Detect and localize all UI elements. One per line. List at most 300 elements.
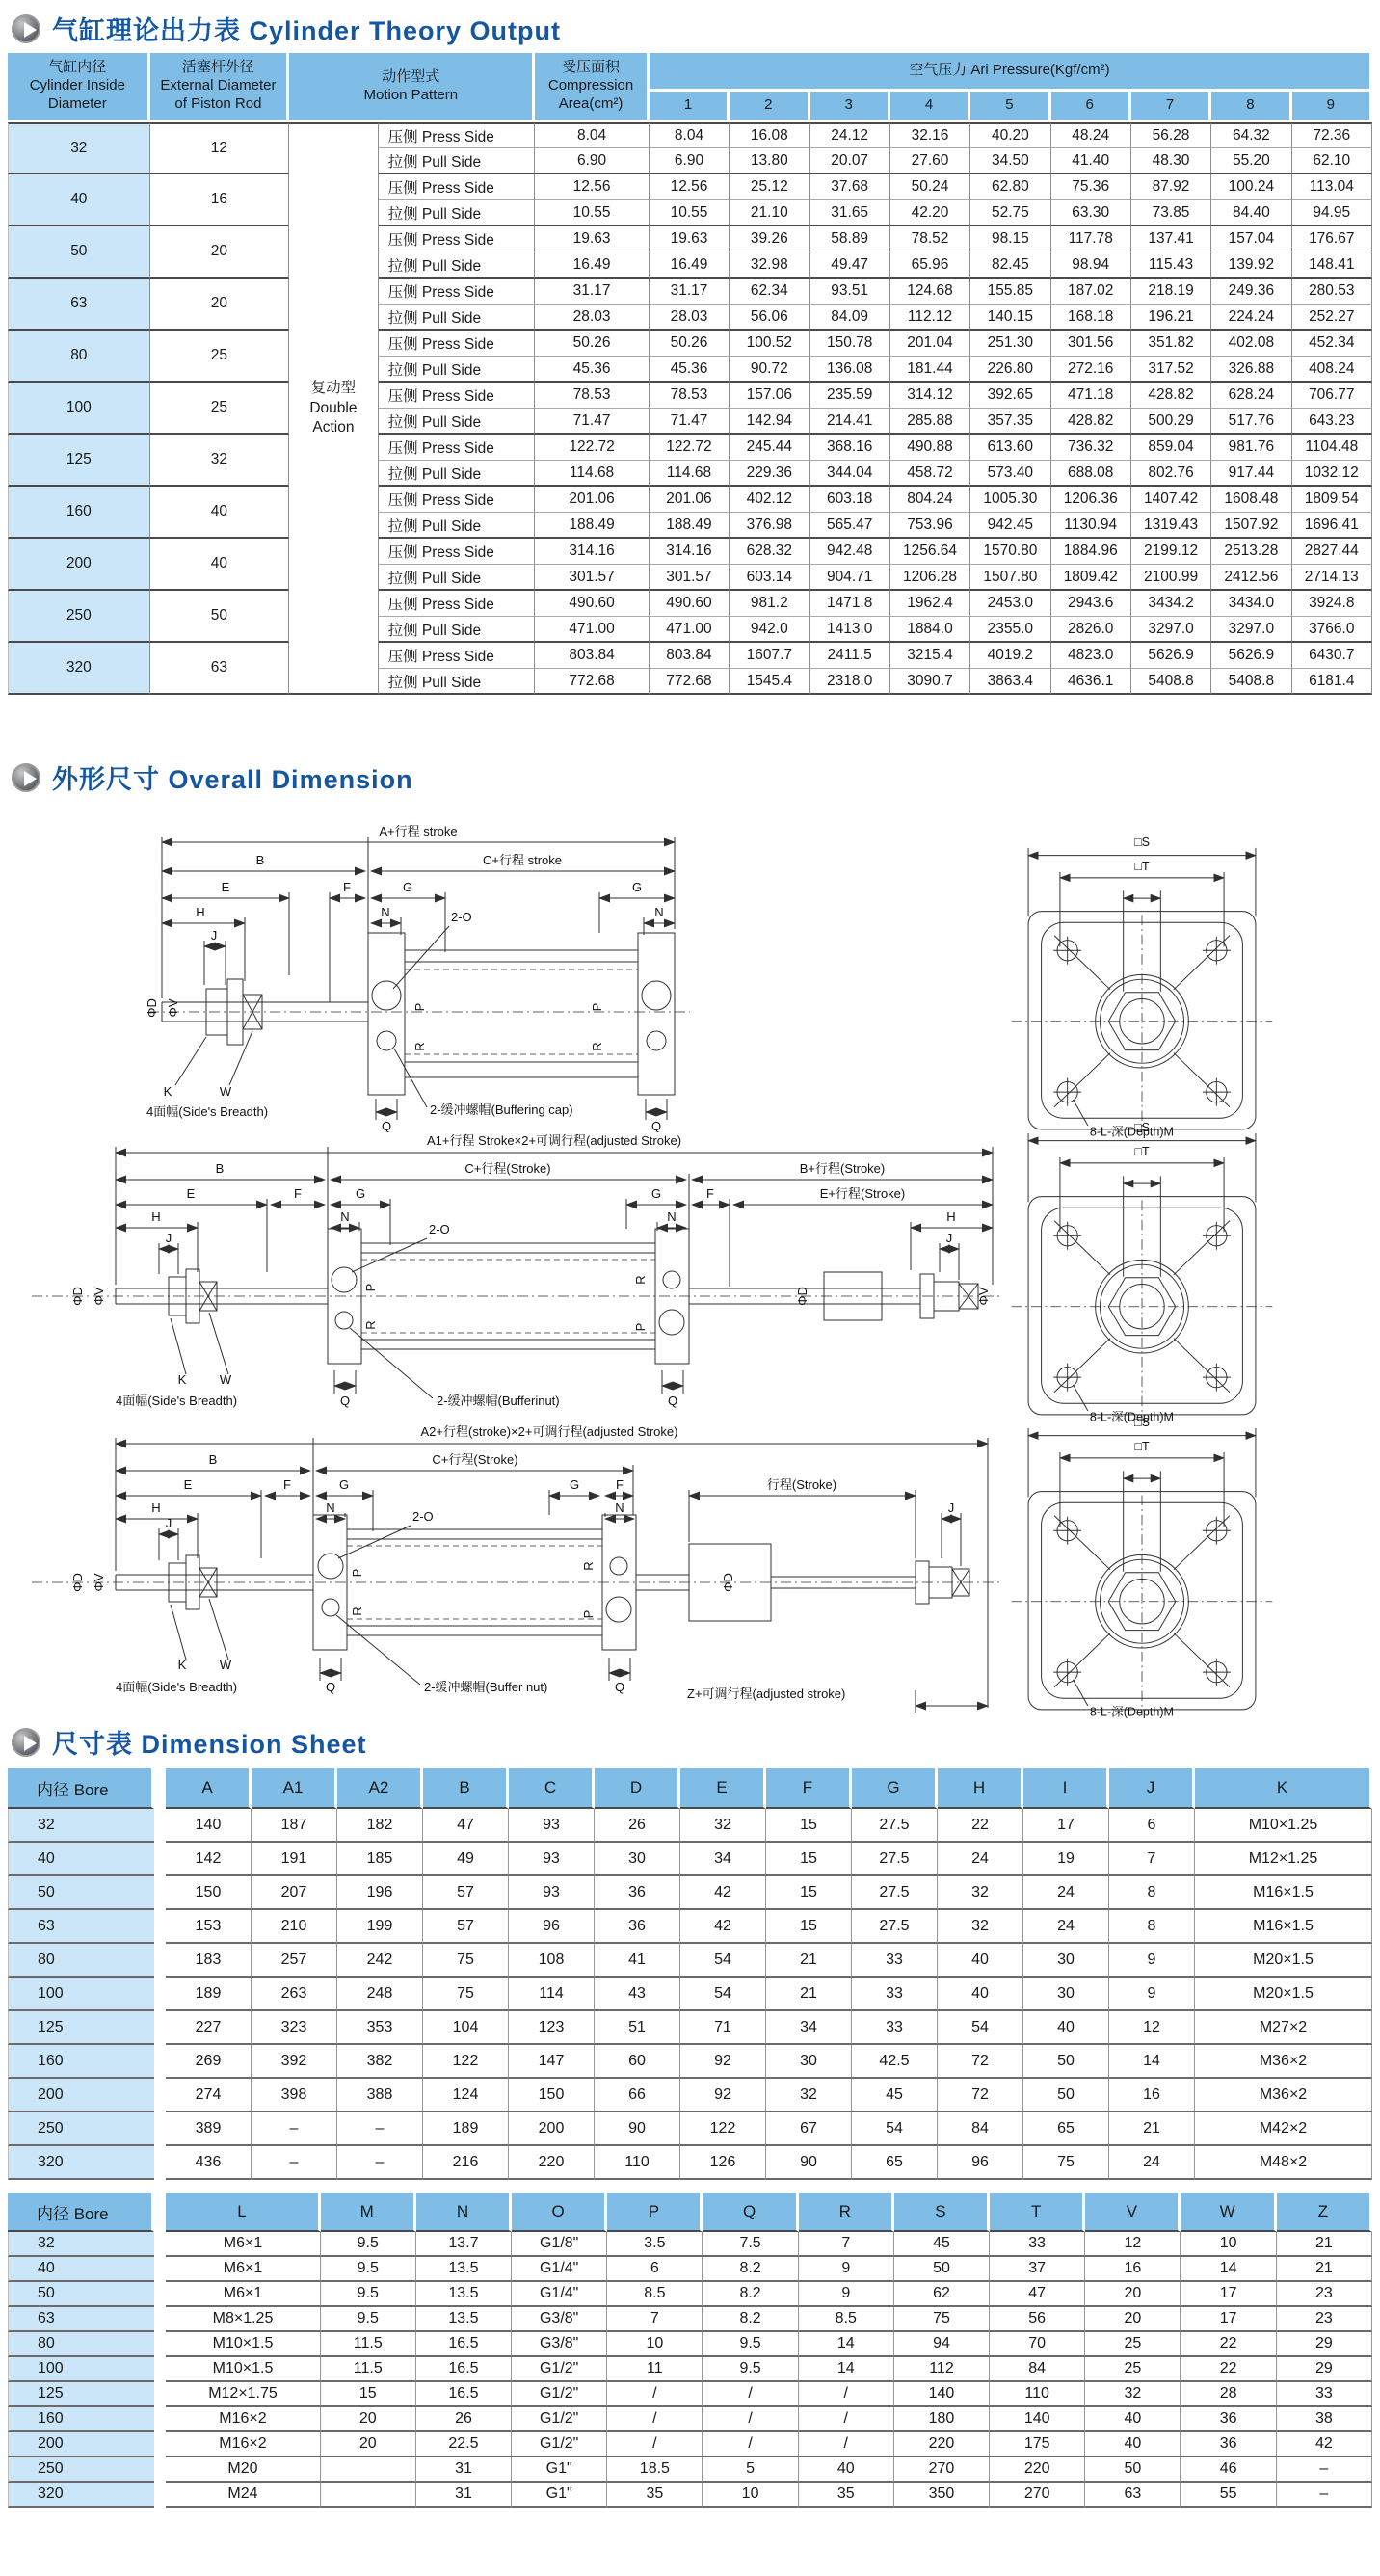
bore-cell: 320	[8, 2483, 154, 2508]
buffer-nut-label: 2-缓冲螺帽(Bufferinut)	[437, 1394, 560, 1408]
dimension-table-1	[8, 1768, 1372, 2180]
press-side-label: 压侧 Press Side	[379, 279, 536, 305]
press-value-5: 1570.80	[970, 539, 1050, 565]
pull-value-9: 94.95	[1292, 200, 1372, 226]
pull-value-2: 21.10	[730, 200, 809, 226]
value-A1: 392	[252, 2045, 337, 2079]
dim-b-label: B	[208, 1452, 218, 1467]
value-A: 269	[166, 2045, 252, 2079]
value-T: 47	[990, 2282, 1085, 2307]
press-value-3: 603.18	[810, 487, 890, 513]
press-value-5: 155.85	[970, 279, 1050, 305]
dim-p-label: P	[350, 1568, 364, 1578]
press-value-7: 859.04	[1131, 435, 1211, 461]
value-M	[321, 2483, 416, 2508]
value-P: 6	[607, 2257, 703, 2282]
dim-f-label: F	[343, 880, 351, 894]
value-R: 9	[799, 2282, 894, 2307]
flange-end-view-2	[1002, 1116, 1282, 1424]
press-value-4: 804.24	[890, 487, 970, 513]
bore-cell: 100	[8, 383, 150, 435]
value-H: 84	[938, 2112, 1023, 2146]
value-W: 36	[1181, 2432, 1276, 2457]
col-header-S: S	[894, 2193, 990, 2232]
pull-value-1: 28.03	[650, 305, 730, 331]
value-Z: 33	[1277, 2382, 1372, 2407]
pressure-col-header-4: 4	[890, 92, 970, 122]
port-label: 2-O	[429, 1222, 450, 1236]
drawing-double-rod-type	[24, 1128, 1007, 1417]
value-B: 216	[423, 2146, 509, 2180]
value-A: 389	[166, 2112, 252, 2146]
col-header-area-en1: Compression	[547, 77, 634, 94]
value-Q: 8.2	[703, 2282, 798, 2307]
value-S: 62	[894, 2282, 990, 2307]
dim-phiv-label: ΦV	[92, 1287, 106, 1306]
dim-h-label: H	[196, 905, 205, 919]
row-gap	[154, 2457, 166, 2483]
pull-area-value: 10.55	[535, 200, 650, 226]
press-value-1: 803.84	[650, 643, 730, 669]
value-L: M12×1.75	[166, 2382, 320, 2407]
value-K: M16×1.5	[1195, 1876, 1372, 1910]
col-header-bore-en1: Cylinder Inside	[29, 77, 125, 94]
value-G: 27.5	[852, 1809, 938, 1843]
press-value-9: 452.34	[1292, 331, 1372, 357]
section-bullet-icon	[12, 14, 40, 43]
value-Z: 29	[1277, 2332, 1372, 2357]
value-A1: –	[252, 2112, 337, 2146]
value-C: 200	[509, 2112, 595, 2146]
pull-value-5: 140.15	[970, 305, 1050, 331]
dim-n2-label: N	[615, 1500, 624, 1515]
value-N: 13.5	[416, 2257, 512, 2282]
value-N: 26	[416, 2407, 512, 2432]
pull-value-5: 942.45	[970, 513, 1050, 539]
pull-value-7: 500.29	[1131, 409, 1211, 435]
dim-row-320	[8, 2483, 1372, 2508]
value-A1: 187	[252, 1809, 337, 1843]
value-R: 8.5	[799, 2307, 894, 2332]
theory-header-row-1	[8, 53, 1372, 92]
bore-cell: 125	[8, 2011, 154, 2045]
dim-c-label: C+行程(Stroke)	[464, 1161, 551, 1176]
press-value-9: 176.67	[1292, 226, 1372, 252]
value-V: 40	[1085, 2407, 1181, 2432]
value-I: 40	[1023, 2011, 1109, 2045]
press-value-9: 2827.44	[1292, 539, 1372, 565]
value-V: 25	[1085, 2332, 1181, 2357]
pull-value-8: 224.24	[1211, 305, 1291, 331]
press-value-7: 5626.9	[1131, 643, 1211, 669]
value-E: 42	[680, 1910, 766, 1944]
pull-value-7: 1319.43	[1131, 513, 1211, 539]
value-Q: /	[703, 2432, 798, 2457]
theory-row-press-250	[8, 591, 1372, 617]
value-F: 15	[766, 1876, 852, 1910]
value-Z: 38	[1277, 2407, 1372, 2432]
pull-value-3: 1413.0	[810, 617, 890, 643]
pull-area-value: 114.68	[535, 461, 650, 487]
motion-type-line: Action	[312, 419, 355, 437]
pull-side-label: 拉侧 Pull Side	[379, 148, 536, 174]
col-header-H: H	[938, 1768, 1023, 1809]
col-header-rod	[150, 53, 290, 122]
col-header-rod-en2: of Piston Rod	[174, 94, 262, 112]
col-header-J: J	[1109, 1768, 1195, 1809]
value-G: 54	[852, 2112, 938, 2146]
rod-cell: 12	[150, 122, 290, 174]
pressure-col-header-3: 3	[810, 92, 890, 122]
press-side-label: 压侧 Press Side	[379, 383, 536, 409]
value-Q: 5	[703, 2457, 798, 2483]
col-header-B: B	[423, 1768, 509, 1809]
dim-row-50	[8, 2282, 1372, 2307]
pull-value-1: 45.36	[650, 357, 730, 383]
value-T: 220	[990, 2457, 1085, 2483]
value-G: 45	[852, 2079, 938, 2112]
value-L: M6×1	[166, 2282, 320, 2307]
value-P: 3.5	[607, 2232, 703, 2257]
dim-a1-label: A1+行程 Stroke×2+可调行程(adjusted Stroke)	[426, 1133, 682, 1148]
dim-q-label: Q	[325, 1680, 336, 1694]
pull-value-8: 326.88	[1211, 357, 1291, 383]
bore-cell: 160	[8, 2407, 154, 2432]
value-C: 150	[509, 2079, 595, 2112]
press-value-2: 39.26	[730, 226, 809, 252]
section-sheet-header	[0, 1713, 1380, 1765]
value-W: 46	[1181, 2457, 1276, 2483]
drawings-area	[0, 806, 1380, 1712]
value-C: 93	[509, 1809, 595, 1843]
dim-row-32	[8, 1809, 1372, 1843]
col-header-D: D	[595, 1768, 680, 1809]
bore-cell: 125	[8, 2382, 154, 2407]
press-value-8: 1608.48	[1211, 487, 1291, 513]
press-value-4: 78.52	[890, 226, 970, 252]
press-value-9: 1104.48	[1292, 435, 1372, 461]
bore-cell: 32	[8, 1809, 154, 1843]
press-side-label: 压侧 Press Side	[379, 174, 536, 200]
pull-value-5: 82.45	[970, 252, 1050, 279]
press-side-label: 压侧 Press Side	[379, 331, 536, 357]
value-W: 28	[1181, 2382, 1276, 2407]
theory-row-press-100	[8, 383, 1372, 409]
value-W: 17	[1181, 2307, 1276, 2332]
value-O: G1/2"	[512, 2357, 607, 2382]
value-F: 30	[766, 2045, 852, 2079]
port-label: 2-O	[412, 1509, 434, 1524]
value-B: 75	[423, 1978, 509, 2011]
pull-value-8: 55.20	[1211, 148, 1291, 174]
dim-f-label: F	[283, 1477, 291, 1492]
value-A: 142	[166, 1843, 252, 1876]
dim-r2-label: R	[633, 1275, 648, 1285]
press-value-3: 37.68	[810, 174, 890, 200]
value-F: 15	[766, 1910, 852, 1944]
bore-cell: 40	[8, 2257, 154, 2282]
value-L: M16×2	[166, 2407, 320, 2432]
value-W: 17	[1181, 2282, 1276, 2307]
press-side-label: 压侧 Press Side	[379, 487, 536, 513]
bore-cell: 80	[8, 1944, 154, 1978]
theory-row-press-63	[8, 279, 1372, 305]
value-O: G3/8"	[512, 2307, 607, 2332]
pull-value-6: 272.16	[1051, 357, 1131, 383]
pull-side-label: 拉侧 Pull Side	[379, 461, 536, 487]
pull-value-3: 49.47	[810, 252, 890, 279]
pull-value-4: 181.44	[890, 357, 970, 383]
row-gap	[154, 1910, 166, 1944]
value-J: 9	[1109, 1944, 1195, 1978]
press-value-7: 428.82	[1131, 383, 1211, 409]
pull-value-8: 917.44	[1211, 461, 1291, 487]
value-I: 50	[1023, 2079, 1109, 2112]
pull-value-2: 603.14	[730, 565, 809, 591]
side-breadth-label: 4面幅(Side's Breadth)	[116, 1394, 238, 1408]
value-K: M36×2	[1195, 2045, 1372, 2079]
dim-phid2-label: ΦD	[721, 1573, 735, 1592]
motion-type-cell	[289, 122, 378, 695]
col-header-bore	[8, 53, 150, 122]
pull-value-4: 1206.28	[890, 565, 970, 591]
col-header-P: P	[607, 2193, 703, 2232]
pull-value-4: 753.96	[890, 513, 970, 539]
header-gap	[154, 2193, 166, 2232]
value-L: M6×1	[166, 2257, 320, 2282]
value-J: 16	[1109, 2079, 1195, 2112]
press-value-5: 4019.2	[970, 643, 1050, 669]
value-M: 9.5	[321, 2282, 416, 2307]
play-triangle-icon	[24, 1736, 37, 1751]
value-F: 32	[766, 2079, 852, 2112]
value-B: 47	[423, 1809, 509, 1843]
value-D: 66	[595, 2079, 680, 2112]
dim-q-label: Q	[339, 1394, 351, 1408]
value-H: 72	[938, 2079, 1023, 2112]
press-value-1: 78.53	[650, 383, 730, 409]
port-label: 2-O	[451, 910, 472, 924]
press-value-3: 235.59	[810, 383, 890, 409]
press-value-2: 16.08	[730, 122, 809, 148]
value-L: M24	[166, 2483, 320, 2508]
pull-side-label: 拉侧 Pull Side	[379, 357, 536, 383]
press-value-1: 122.72	[650, 435, 730, 461]
pull-value-7: 48.30	[1131, 148, 1211, 174]
row-gap	[154, 2483, 166, 2508]
dim-e-label: E	[221, 880, 230, 894]
press-value-2: 402.12	[730, 487, 809, 513]
dim-row-160	[8, 2045, 1372, 2079]
pull-value-4: 3090.7	[890, 669, 970, 695]
value-R: 35	[799, 2483, 894, 2508]
press-area-value: 31.17	[535, 279, 650, 305]
press-value-2: 25.12	[730, 174, 809, 200]
press-value-1: 314.16	[650, 539, 730, 565]
value-D: 110	[595, 2146, 680, 2180]
pull-value-5: 2355.0	[970, 617, 1050, 643]
value-M: 15	[321, 2382, 416, 2407]
pull-value-6: 4636.1	[1051, 669, 1131, 695]
value-R: 7	[799, 2232, 894, 2257]
value-I: 24	[1023, 1876, 1109, 1910]
value-S: 220	[894, 2432, 990, 2457]
dim-r-label: R	[350, 1607, 364, 1616]
section-bullet-icon	[12, 763, 40, 792]
pull-value-1: 71.47	[650, 409, 730, 435]
dim-row-40	[8, 2257, 1372, 2282]
value-Z: 29	[1277, 2357, 1372, 2382]
press-value-5: 62.80	[970, 174, 1050, 200]
rod-cell: 20	[150, 279, 290, 331]
dim-r2-label: R	[581, 1561, 596, 1571]
value-Z: 23	[1277, 2307, 1372, 2332]
motion-type-line: Double	[309, 399, 358, 416]
value-M: 9.5	[321, 2232, 416, 2257]
pull-value-3: 84.09	[810, 305, 890, 331]
press-value-7: 218.19	[1131, 279, 1211, 305]
value-K: M27×2	[1195, 2011, 1372, 2045]
value-C: 108	[509, 1944, 595, 1978]
value-Q: 10	[703, 2483, 798, 2508]
value-Q: 8.2	[703, 2307, 798, 2332]
pull-value-8: 517.76	[1211, 409, 1291, 435]
value-M: 11.5	[321, 2357, 416, 2382]
pressure-col-header-8: 8	[1211, 92, 1291, 122]
pull-value-2: 13.80	[730, 148, 809, 174]
value-D: 90	[595, 2112, 680, 2146]
value-K: M36×2	[1195, 2079, 1372, 2112]
value-E: 54	[680, 1978, 766, 2011]
bore-cell: 100	[8, 1978, 154, 2011]
value-H: 40	[938, 1978, 1023, 2011]
row-gap	[154, 1876, 166, 1910]
bore-cell: 250	[8, 2457, 154, 2483]
pull-value-1: 114.68	[650, 461, 730, 487]
value-A2: 199	[337, 1910, 423, 1944]
dim-row-32	[8, 2232, 1372, 2257]
dim-j2-label: J	[945, 1231, 953, 1245]
value-B: 75	[423, 1944, 509, 1978]
press-value-5: 613.60	[970, 435, 1050, 461]
press-value-6: 187.02	[1051, 279, 1131, 305]
press-value-2: 245.44	[730, 435, 809, 461]
value-G: 27.5	[852, 1910, 938, 1944]
dim-g2-label: G	[631, 880, 643, 894]
value-J: 6	[1109, 1809, 1195, 1843]
bore-cell: 250	[8, 2112, 154, 2146]
value-E: 32	[680, 1809, 766, 1843]
row-gap	[154, 1978, 166, 2011]
col-header-A1: A1	[252, 1768, 337, 1809]
play-triangle-icon	[24, 22, 37, 38]
value-H: 72	[938, 2045, 1023, 2079]
rod-cell: 40	[150, 539, 290, 591]
value-I: 17	[1023, 1809, 1109, 1843]
theory-row-press-80	[8, 331, 1372, 357]
col-header-M: M	[321, 2193, 416, 2232]
col-header-motion	[289, 53, 535, 122]
dim-phiv2-label: ΦV	[976, 1287, 991, 1306]
value-T: 84	[990, 2357, 1085, 2382]
side-breadth-label: 4面幅(Side's Breadth)	[146, 1104, 269, 1119]
pull-side-label: 拉侧 Pull Side	[379, 617, 536, 643]
press-value-6: 736.32	[1051, 435, 1131, 461]
rod-cell: 63	[150, 643, 290, 695]
col-header-motion-en: Motion Pattern	[363, 86, 459, 103]
value-D: 41	[595, 1944, 680, 1978]
press-value-9: 113.04	[1292, 174, 1372, 200]
press-area-value: 12.56	[535, 174, 650, 200]
value-V: 16	[1085, 2257, 1181, 2282]
value-P: 8.5	[607, 2282, 703, 2307]
value-J: 9	[1109, 1978, 1195, 2011]
col-header-rod-zh: 活塞杆外径	[181, 59, 254, 76]
dim1-header-row	[8, 1768, 1372, 1809]
col-header-Q: Q	[703, 2193, 798, 2232]
dim-w-label: W	[219, 1084, 232, 1099]
flange-end-view-1	[1002, 831, 1282, 1139]
rod-cell: 20	[150, 226, 290, 279]
pull-value-6: 1809.42	[1051, 565, 1131, 591]
pull-area-value: 71.47	[535, 409, 650, 435]
value-O: G1/2"	[512, 2407, 607, 2432]
value-D: 43	[595, 1978, 680, 2011]
press-value-8: 2513.28	[1211, 539, 1291, 565]
value-Q: 8.2	[703, 2257, 798, 2282]
press-value-2: 62.34	[730, 279, 809, 305]
row-gap	[154, 1843, 166, 1876]
theory-row-press-50	[8, 226, 1372, 252]
value-M: 9.5	[321, 2257, 416, 2282]
press-value-9: 6430.7	[1292, 643, 1372, 669]
value-A2: 382	[337, 2045, 423, 2079]
flange-end-view-3	[1002, 1411, 1282, 1719]
pull-value-8: 139.92	[1211, 252, 1291, 279]
press-value-4: 3215.4	[890, 643, 970, 669]
value-S: 75	[894, 2307, 990, 2332]
pull-value-9: 408.24	[1292, 357, 1372, 383]
dim-r-label: R	[363, 1320, 378, 1330]
value-D: 36	[595, 1876, 680, 1910]
pull-area-value: 471.00	[535, 617, 650, 643]
depth-label: 8-L-深(Depth)M	[1089, 1125, 1175, 1139]
value-Z: 21	[1277, 2257, 1372, 2282]
dim-a-label: A+行程 stroke	[379, 824, 458, 838]
col-header-F: F	[766, 1768, 852, 1809]
value-W: 36	[1181, 2407, 1276, 2432]
press-value-9: 280.53	[1292, 279, 1372, 305]
press-value-6: 1206.36	[1051, 487, 1131, 513]
value-P: /	[607, 2382, 703, 2407]
value-D: 26	[595, 1809, 680, 1843]
value-O: G1/2"	[512, 2432, 607, 2457]
value-G: 33	[852, 1978, 938, 2011]
dim-f2-label: F	[706, 1186, 714, 1201]
pull-value-5: 573.40	[970, 461, 1050, 487]
row-gap	[154, 2232, 166, 2257]
col-header-motion-zh: 动作型式	[382, 67, 440, 85]
value-J: 8	[1109, 1910, 1195, 1944]
drawing-basic-type	[145, 810, 819, 1132]
press-value-5: 2453.0	[970, 591, 1050, 617]
pull-value-5: 3863.4	[970, 669, 1050, 695]
value-H: 24	[938, 1843, 1023, 1876]
pull-value-7: 317.52	[1131, 357, 1211, 383]
press-value-4: 124.68	[890, 279, 970, 305]
value-A: 227	[166, 2011, 252, 2045]
col-header-A: A	[166, 1768, 252, 1809]
